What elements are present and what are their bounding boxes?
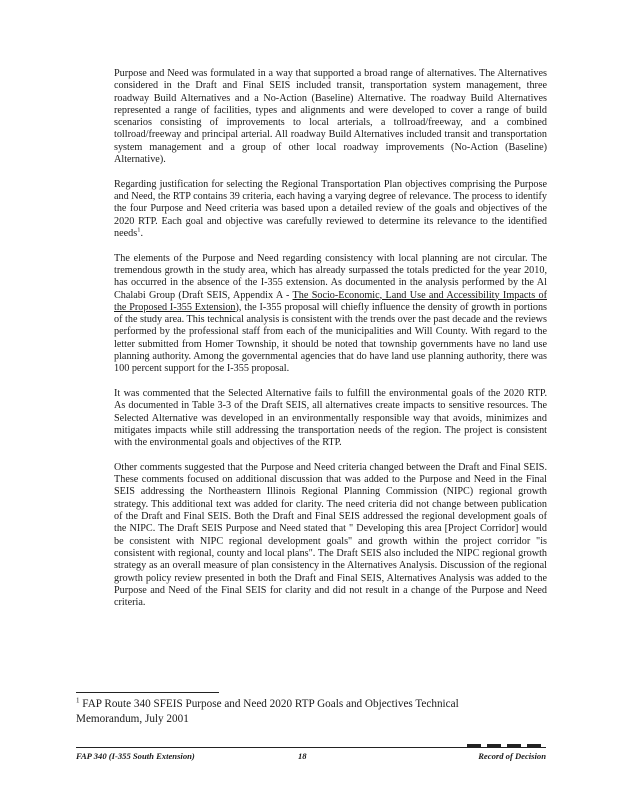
footnote-text: FAP Route 340 SFEIS Purpose and Need 2020 RTP Goals and Objectives Technical Memorandum, July 2001 (76, 698, 459, 725)
paragraph-local-planning-b: ), the I-355 proposal will chiefly influence the density of growth in portions of the study area. This technical analysis is consistent with the trends over the past decade and the reviews performed by the professional staff from each of the municipalities and Will County. With regard to the letter submitted from Homer Township, it should be noted that township governments have no land use planning authority. Among the governmental agencies that do have land use planning authority, there was 100 percent support for the I-355 proposal. (114, 301, 548, 375)
paragraph-local-planning-a: The elements of the Purpose and Need regarding consistency with local planning are not circular. The tremendous growth in the study area, which has already surpassed the totals predicted for the year 2010, has occurred in the absence of the I-355 extension. As documented in the analysis performed by the Al Chalabi Group (Draft SEIS, Appendix A - (114, 252, 547, 301)
page-footer (76, 751, 546, 765)
paragraph-alternatives: Purpose and Need was formulated in a way that supported a broad range of alternatives. The Alternatives considered in the Draft and Final SEIS included transit, transportation system management, three roadway Build Alternatives and a No-Action (Baseline) Alternative. The roadway Build Alternatives represented a range of facilities, types and alignments and were developed to cover a range of build scenarios consisting of improvements to local arterials, a tollroad/freeway, and a combined tollroad/freeway and principal arterial. All roadway Build Alternatives included transit and transportation system management and a group of other local roadway improvements (No-Action (Baseline) Alternative). (114, 68, 547, 166)
paragraph-rtp-text: Regarding justification for selecting the Regional Transportation Plan objectives comprising the Purpose and Need, the RTP contains 39 criteria, each having a varying degree of relevance. The process to identify the four Purpose and Need criteria was based upon a detailed review of the goals and objectives of the 2020 RTP. Each goal and objective was carefully reviewed to determine its relevance to the identified needs (114, 178, 547, 239)
footnote-marker: 1 (76, 696, 80, 705)
paragraph-rtp-end: . (140, 227, 143, 239)
footer-page-number: 18 (298, 751, 307, 761)
appendix-title-underlined: The Socio-Economic, Land Use and Accessibility Impacts of the Proposed I-355 Extension (114, 289, 548, 313)
footer-divider (76, 747, 546, 748)
footnote-divider (76, 692, 219, 693)
paragraph-environmental-goals: It was commented that the Selected Alternative fails to fulfill the environmental goals of the 2020 RTP. As documented in Table 3-3 of the Draft SEIS, all alternatives create impacts to sensitive resources. The Selected Alternative was developed in an environmentally responsible way that avoids, minimizes and mitigates impacts while still addressing the transportation needs of the region. The project is consistent with the environmental goals and objectives of the RTP. (114, 388, 547, 449)
paragraph-rtp-objectives (114, 179, 547, 240)
footer-project-name: FAP 340 (I-355 South Extension) (76, 751, 195, 761)
footnote-reference: 1 (137, 226, 141, 234)
footer-document-title: Record of Decision (478, 751, 546, 761)
body-text (114, 68, 547, 622)
paragraph-local-planning (114, 253, 547, 376)
footnote (76, 697, 516, 726)
paragraph-nipc-criteria: Other comments suggested that the Purpose and Need criteria changed between the Draft and Final SEIS. These comments focused on additional discussion that was added to the Purpose and Need in the Final SEIS addressing the Northeastern Illinois Regional Planning Commission (NIPC) regional growth strategy. This additional text was added for clarity. The need criteria did not change between publication of the Draft and Final SEIS. Both the Draft and Final SEIS addressed the regional development goals of the NIPC. The Draft SEIS Purpose and Need stated that " Developing this area [Project Corridor] would be consistent with NIPC regional development goals" and growth within the project corridor "is consistent with regional, county and local plans". The Draft SEIS also included the NIPC regional growth strategy as an overall measure of plan consistency in the Alternatives Analysis. Discussion of the regional growth policy review presented in both the Draft and Final SEIS, Alternatives Analysis was added to the Purpose and Need of the Final SEIS for clarity and did not result in a change of the Purpose and Need criteria. (114, 461, 547, 609)
